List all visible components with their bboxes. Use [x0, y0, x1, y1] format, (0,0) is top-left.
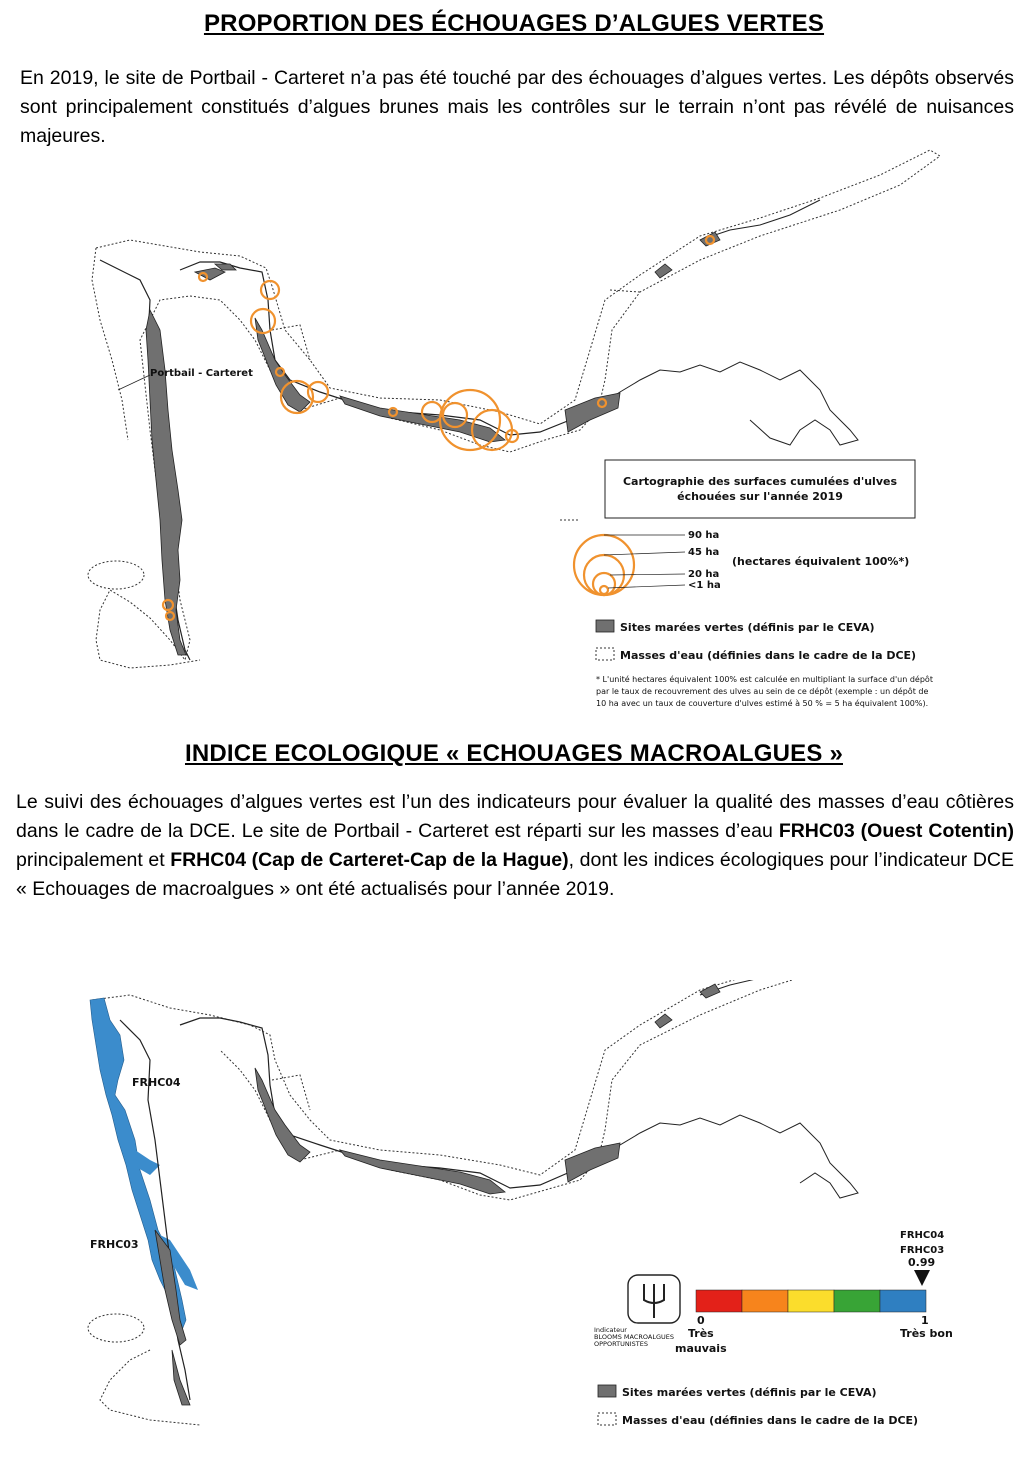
circle-label-90: 90 ha — [688, 530, 720, 541]
site-label-portbail: Portbail - Carteret — [150, 368, 253, 379]
section2-text-2: principalement et — [16, 849, 171, 871]
legend2-sites-text: Sites marées vertes (définis par le CEVA) — [622, 1386, 877, 1399]
circle-label-20: 20 ha — [688, 569, 720, 580]
footnote-line2: par le taux de recouvrement des ulves au sein de ce dépôt (exemple : un dépôt de — [596, 687, 929, 696]
scale-segment-1 — [696, 1290, 742, 1312]
scale-segment-3 — [788, 1290, 834, 1312]
label-frhc04: FRHC04 — [132, 1076, 181, 1089]
section2-paragraph — [16, 788, 1014, 904]
marker-label-frhc03: FRHC03 — [900, 1245, 945, 1256]
section1-title: PROPORTION DES ÉCHOUAGES D’ALGUES VERTES — [203, 10, 825, 37]
legend-sites-text: Sites marées vertes (définis par le CEVA) — [620, 621, 875, 634]
section2-bold-frhc04: FRHC04 (Cap de Carteret-Cap de la Hague) — [170, 849, 569, 871]
section2-text-3: , dont les indices écologiques pour l’indicateur DCE « Echouages de macroalgues » ont été actualisés pour l’année 2019. — [16, 849, 1014, 900]
marker-arrow-icon — [914, 1270, 930, 1286]
marker-value: 0.99 — [908, 1256, 936, 1269]
legend-site-swatch — [596, 620, 614, 632]
legend-title-box — [605, 460, 915, 518]
legend2-masses-text: Masses d'eau (définies dans le cadre de la DCE) — [622, 1414, 919, 1427]
scale-min-label1: Très — [688, 1327, 714, 1340]
label-frhc03: FRHC03 — [90, 1238, 139, 1251]
logo-line1: Indicateur — [594, 1326, 627, 1334]
circle-scale — [574, 535, 634, 595]
water-masses-outline — [88, 150, 940, 668]
logo-line3: OPPORTUNISTES — [594, 1340, 648, 1348]
scale-segment-5 — [880, 1290, 926, 1312]
scale-segment-4 — [834, 1290, 880, 1312]
section2-bold-frhc03: FRHC03 (Ouest Cotentin) — [778, 820, 1014, 842]
scale-min: 0 — [697, 1314, 705, 1327]
scale-segment-2 — [742, 1290, 788, 1312]
section2-text-1: Le suivi des échouages d’algues vertes est l’un des indicateurs pour évaluer la qualité des masses d’eau côtières dans le cadre de la DCE. Le site de Portbail - Carteret est réparti sur les masses d’eau — [16, 791, 1014, 842]
circle-label-1: <1 ha — [688, 580, 721, 591]
footnote-line1: * L'unité hectares équivalent 100% est calculée en multipliant la surface d'un dépôt — [596, 675, 933, 684]
section2-title: INDICE ECOLOGIQUE « ECHOUAGES MACROALGUES » — [184, 740, 843, 767]
legend2-masses-swatch — [598, 1413, 616, 1425]
map-ecological-index — [0, 980, 1028, 1480]
legend-masses-swatch — [596, 648, 614, 660]
circle-caption: (hectares équivalent 100%*) — [732, 555, 910, 568]
quality-scale — [696, 1290, 926, 1312]
legend2-site-swatch — [598, 1385, 616, 1397]
marker-label-frhc04: FRHC04 — [900, 1230, 945, 1241]
map-ulves-surfaces — [0, 140, 1028, 720]
section1-paragraph: En 2019, le site de Portbail - Carteret n’a pas été touché par des échouages d’algues vertes. Les dépôts observés sont principalement constitués d’algues brunes mais les contrôles sur le terrain n’ont pas révélé de nuisances majeures. — [20, 67, 1014, 147]
legend-masses-text: Masses d'eau (définies dans le cadre de la DCE) — [620, 649, 917, 662]
legend-title-line2: échouées sur l'année 2019 — [677, 490, 843, 503]
green-tide-sites — [146, 232, 720, 655]
scale-max-label: Très bon — [900, 1327, 953, 1340]
footnote-line3: 10 ha avec un taux de couverture d'ulves estimé à 50 % = 5 ha équivalent 100%). — [596, 699, 929, 708]
scale-max: 1 — [921, 1314, 929, 1327]
logo-line2: BLOOMS MACROALGUES — [594, 1333, 674, 1341]
legend-title-line1: Cartographie des surfaces cumulées d'ulves — [622, 475, 898, 488]
circle-label-45: 45 ha — [688, 547, 720, 558]
scale-min-label2: mauvais — [675, 1342, 727, 1355]
